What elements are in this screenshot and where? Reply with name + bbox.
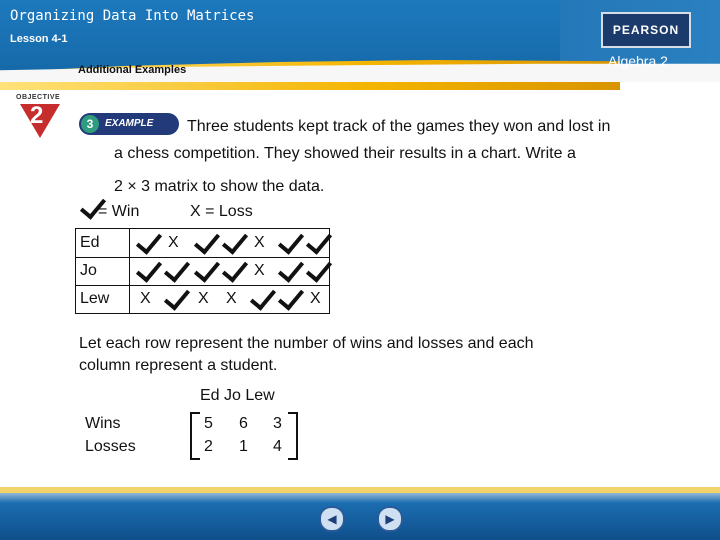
games-table (75, 228, 330, 314)
problem-line-2: a chess competition. They showed their results in a chart. Write a (114, 145, 576, 162)
objective-number: 2 (30, 102, 44, 129)
matrix-cell: 6 (239, 415, 248, 432)
previous-arrow-icon: ◀ (327, 512, 337, 526)
explanation-line-1: Let each row represent the number of wins and losses and each (79, 335, 534, 352)
loss-x-mark: X (310, 290, 321, 307)
previous-button[interactable] (319, 506, 345, 532)
row-name: Jo (80, 262, 97, 279)
row-name: Ed (80, 234, 100, 251)
next-arrow-icon: ▶ (385, 512, 395, 526)
course-label: Algebra 2 (608, 53, 668, 69)
matrix-row-label-wins: Wins (85, 415, 121, 432)
matrix-column-header: Ed Jo Lew (200, 387, 275, 404)
loss-x-mark: X (140, 290, 151, 307)
matrix-cell: 5 (204, 415, 213, 432)
legend-loss: X = Loss (190, 203, 253, 220)
example-number: 3 (81, 115, 99, 133)
lesson-label: Lesson 4-1 (10, 33, 68, 45)
section-label: Additional Examples (78, 64, 187, 76)
footer-accent (0, 487, 720, 493)
explanation-line-2: column represent a student. (79, 357, 278, 374)
problem-line-1: Three students kept track of the games they won and lost in (187, 118, 611, 135)
legend-win: = Win (98, 203, 140, 220)
row-name: Lew (80, 290, 110, 307)
loss-x-mark: X (226, 290, 237, 307)
objective-label: OBJECTIVE (16, 94, 61, 101)
problem-line-3: 2 × 3 matrix to show the data. (114, 178, 325, 195)
loss-x-mark: X (198, 290, 209, 307)
matrix-right-bracket (288, 412, 298, 460)
loss-x-mark: X (254, 234, 265, 251)
loss-x-mark: X (168, 234, 179, 251)
matrix-cell: 2 (204, 438, 213, 455)
footer-bar (0, 487, 720, 540)
matrix-cell: 4 (273, 438, 282, 455)
matrix-left-bracket (190, 412, 200, 460)
matrix-row-label-losses: Losses (85, 438, 136, 455)
page-title: Organizing Data Into Matrices (10, 8, 255, 24)
example-label: EXAMPLE (105, 118, 154, 129)
matrix-cell: 1 (239, 438, 248, 455)
matrix-cell: 3 (273, 415, 282, 432)
objective-badge (12, 94, 64, 142)
pearson-logo: PEARSON (601, 12, 691, 48)
loss-x-mark: X (254, 262, 265, 279)
example-tag (79, 113, 179, 135)
next-button[interactable] (377, 506, 403, 532)
